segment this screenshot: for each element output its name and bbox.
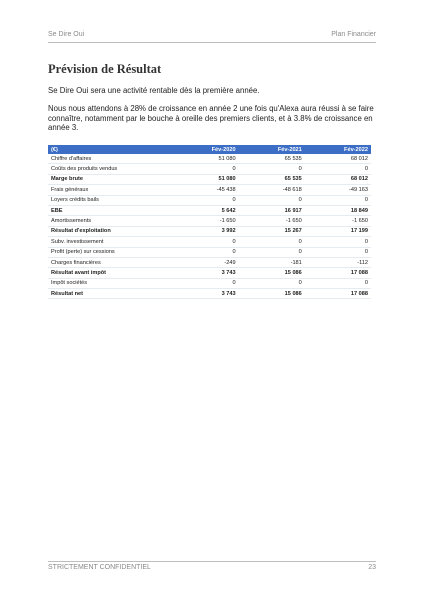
table-row bbox=[48, 226, 371, 236]
row-label: Profit (perte) sur cessions bbox=[48, 247, 172, 257]
column-header-currency: (€) bbox=[48, 145, 172, 154]
table-row bbox=[48, 205, 371, 215]
row-label: Résultat d'exploitation bbox=[48, 226, 172, 236]
row-value-year-3: 0 bbox=[305, 195, 371, 205]
confidentiality-notice: STRICTEMENT CONFIDENTIEL bbox=[48, 564, 151, 571]
row-value-year-3: 68 012 bbox=[305, 154, 371, 164]
row-value-year-1: -1 650 bbox=[172, 216, 238, 226]
row-value-year-2: 65 535 bbox=[239, 154, 305, 164]
row-value-year-1: -249 bbox=[172, 257, 238, 267]
row-value-year-2: 15 267 bbox=[239, 226, 305, 236]
row-value-year-3: -49 163 bbox=[305, 185, 371, 195]
row-value-year-2: 0 bbox=[239, 247, 305, 257]
column-header-year-1: Fév-2020 bbox=[172, 145, 238, 154]
table-row bbox=[48, 268, 371, 278]
table-row bbox=[48, 247, 371, 257]
table-row bbox=[48, 237, 371, 247]
row-value-year-1: 3 992 bbox=[172, 226, 238, 236]
table-row bbox=[48, 154, 371, 164]
table-row bbox=[48, 164, 371, 174]
row-value-year-2: 0 bbox=[239, 237, 305, 247]
row-label: Impôt sociétés bbox=[48, 278, 172, 288]
intro-paragraph: Se Dire Oui sera une activité rentable dès la première année. bbox=[48, 86, 260, 95]
row-value-year-1: 51 080 bbox=[172, 174, 238, 184]
header-company-name: Se Dire Oui bbox=[48, 31, 85, 38]
row-value-year-3: 0 bbox=[305, 164, 371, 174]
table-row bbox=[48, 278, 371, 288]
row-label: Loyers crédits bails bbox=[48, 195, 172, 205]
growth-paragraph: Nous nous attendons à 28% de croissance en année 2 une fois qu'Alexa aura réussi à se faire connaître, notamment par le bouche à oreille des premiers clients, et à 3.8% de croissance en année 3. bbox=[48, 104, 374, 132]
table-header-row bbox=[48, 145, 371, 154]
row-value-year-1: 0 bbox=[172, 237, 238, 247]
row-value-year-3: -112 bbox=[305, 257, 371, 267]
page-number: 23 bbox=[368, 564, 376, 571]
row-label: Coûts des produits vendus bbox=[48, 164, 172, 174]
page-header bbox=[48, 31, 376, 41]
row-value-year-1: 3 743 bbox=[172, 268, 238, 278]
header-section-name: Plan Financier bbox=[331, 31, 376, 38]
row-value-year-3: 0 bbox=[305, 247, 371, 257]
row-label: Subv. investissement bbox=[48, 237, 172, 247]
page-title: Prévision de Résultat bbox=[48, 62, 162, 76]
row-label: Résultat net bbox=[48, 289, 172, 299]
row-value-year-3: -1 650 bbox=[305, 216, 371, 226]
row-value-year-2: 0 bbox=[239, 278, 305, 288]
column-header-year-2: Fév-2021 bbox=[239, 145, 305, 154]
header-divider bbox=[48, 42, 376, 43]
table-row bbox=[48, 289, 371, 299]
row-value-year-1: 0 bbox=[172, 247, 238, 257]
row-value-year-2: 0 bbox=[239, 164, 305, 174]
row-value-year-2: 0 bbox=[239, 195, 305, 205]
row-value-year-2: -48 618 bbox=[239, 185, 305, 195]
row-value-year-3: 68 012 bbox=[305, 174, 371, 184]
row-label: Chiffre d'affaires bbox=[48, 154, 172, 164]
table-row bbox=[48, 185, 371, 195]
row-value-year-1: 3 743 bbox=[172, 289, 238, 299]
row-value-year-3: 17 088 bbox=[305, 268, 371, 278]
row-value-year-1: 0 bbox=[172, 195, 238, 205]
row-value-year-3: 0 bbox=[305, 278, 371, 288]
page-footer bbox=[48, 564, 376, 574]
row-value-year-3: 0 bbox=[305, 237, 371, 247]
row-value-year-3: 17 088 bbox=[305, 289, 371, 299]
row-value-year-2: 15 086 bbox=[239, 268, 305, 278]
table-row bbox=[48, 216, 371, 226]
row-label: EBE bbox=[48, 205, 172, 215]
row-value-year-2: 16 917 bbox=[239, 205, 305, 215]
row-value-year-2: -181 bbox=[239, 257, 305, 267]
table-row bbox=[48, 195, 371, 205]
table-row bbox=[48, 257, 371, 267]
row-value-year-2: -1 650 bbox=[239, 216, 305, 226]
row-value-year-1: 0 bbox=[172, 278, 238, 288]
row-value-year-3: 17 199 bbox=[305, 226, 371, 236]
row-value-year-3: 18 849 bbox=[305, 205, 371, 215]
income-statement-table bbox=[48, 145, 371, 299]
column-header-year-3: Fév-2022 bbox=[305, 145, 371, 154]
row-value-year-1: 51 080 bbox=[172, 154, 238, 164]
row-label: Charges financières bbox=[48, 257, 172, 267]
row-value-year-2: 15 086 bbox=[239, 289, 305, 299]
footer-divider bbox=[48, 561, 376, 562]
row-label: Frais généraux bbox=[48, 185, 172, 195]
row-value-year-1: 0 bbox=[172, 164, 238, 174]
row-value-year-1: 5 642 bbox=[172, 205, 238, 215]
row-label: Marge brute bbox=[48, 174, 172, 184]
row-label: Amortissements bbox=[48, 216, 172, 226]
table-row bbox=[48, 174, 371, 184]
row-label: Résultat avant impôt bbox=[48, 268, 172, 278]
row-value-year-2: 65 535 bbox=[239, 174, 305, 184]
row-value-year-1: -45 438 bbox=[172, 185, 238, 195]
